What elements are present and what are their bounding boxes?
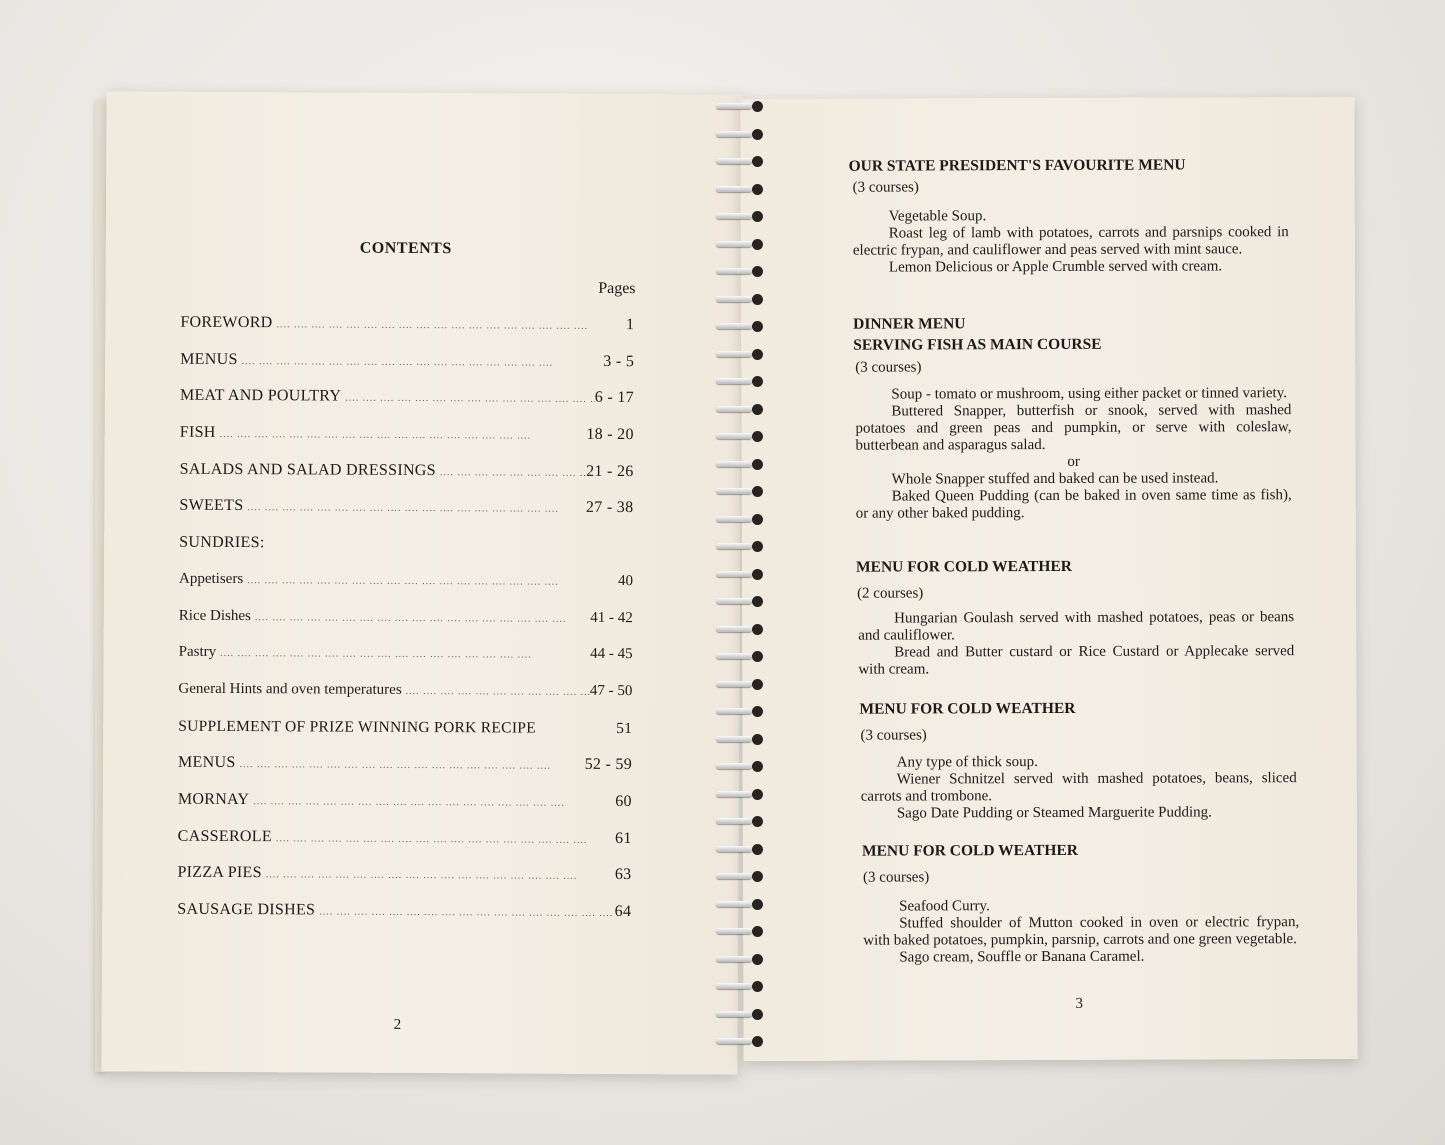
toc-entry: MENUS .... 52 - 59 — [178, 754, 632, 778]
pages-column-label: Pages — [598, 279, 636, 298]
toc-entry: SWEETS .... 27 - 38 — [179, 497, 633, 521]
toc-entry: MEAT AND POULTRY .... 6 - 17 — [180, 387, 634, 411]
spiral-coil — [714, 595, 766, 607]
section-heading: OUR STATE PRESIDENT'S FAVOURITE MENU — [848, 156, 1186, 175]
spiral-coil — [714, 293, 766, 305]
toc-entry: Pastry .... 44 - 45 — [179, 644, 633, 668]
spiral-coil — [714, 540, 766, 552]
toc-entry: FISH .... 18 - 20 — [180, 424, 634, 448]
section-heading: MENU FOR COLD WEATHER — [859, 699, 1076, 718]
courses-label: (3 courses) — [852, 179, 919, 196]
toc-entry: MENUS .... 3 - 5 — [180, 351, 634, 375]
spiral-coil — [714, 513, 766, 525]
menu-text: Soup - tomato or mushroom, using either packet or tinned variety. Buttered Snapper, butterfish or snook, served with mashed potatoes and green peas and pumpkin, or serve with coleslaw, butterbean and asparagus salad. or Whole Snapper stuffed and baked can be used instead. Baked Queen Pudding (can be baked in oven same time as fish), or any other baked pudding. — [855, 385, 1292, 522]
spiral-coil — [714, 430, 766, 442]
toc-entry: PIZZA PIES .... 63 — [177, 864, 631, 888]
menu-text: Hungarian Goulash served with mashed potatoes, peas or beans and cauliflower. Bread and Butter custard or Rice Custard or Applecake served with cream. — [858, 609, 1295, 678]
spiral-coil — [714, 650, 766, 662]
toc-entry: SUPPLEMENT OF PRIZE WINNING PORK RECIPE 51 — [178, 717, 633, 738]
left-page — [101, 91, 742, 1074]
spiral-coil — [714, 485, 766, 497]
spiral-coil — [714, 1008, 766, 1020]
spiral-coil — [714, 568, 766, 580]
spiral-coil — [714, 953, 766, 965]
toc-entry: FOREWORD .... 1 — [180, 314, 634, 338]
spiral-coil — [714, 870, 766, 882]
courses-label: (3 courses) — [860, 727, 927, 744]
spiral-coil — [714, 788, 766, 800]
spiral-coil — [714, 623, 766, 635]
page-number-left: 2 — [393, 1016, 402, 1033]
spiral-coil — [714, 458, 766, 470]
spiral-coil — [714, 843, 766, 855]
spiral-coil — [714, 733, 766, 745]
menu-text: Vegetable Soup. Roast leg of lamb with potatoes, carrots and parsnips cooked in electric frypan, and cauliflower and peas served with mint sauce. Lemon Delicious or Apple Crumble served with cream. — [852, 208, 1289, 276]
spiral-coil — [714, 925, 766, 937]
toc-entry: Rice Dishes .... 41 - 42 — [179, 608, 633, 632]
toc-entry: SALADS AND SALAD DRESSINGS .... 21 - 26 — [180, 461, 634, 485]
right-page — [740, 97, 1357, 1061]
spiral-coil — [714, 898, 766, 910]
section-heading: MENU FOR COLD WEATHER — [861, 841, 1078, 860]
spiral-coil — [714, 760, 766, 772]
toc-entry: SAUSAGE DISHES .... 64 — [177, 901, 631, 925]
section-heading: SERVING FISH AS MAIN COURSE — [853, 335, 1102, 354]
toc-entry: MORNAY .... 60 — [178, 791, 632, 815]
spiral-coil — [714, 265, 766, 277]
courses-label: (3 courses) — [855, 359, 922, 376]
spiral-coil — [714, 678, 766, 690]
spiral-coil — [714, 815, 766, 827]
toc-entry: CASSEROLE .... 61 — [178, 828, 632, 852]
spiral-coil — [714, 155, 766, 167]
spiral-coil — [714, 100, 766, 112]
section-heading: MENU FOR COLD WEATHER — [855, 557, 1073, 576]
spiral-coil — [714, 128, 766, 140]
courses-label: (3 courses) — [863, 869, 930, 886]
spiral-coil — [714, 403, 766, 415]
contents-title: CONTENTS — [359, 239, 452, 258]
toc-section-label: SUNDRIES: — [179, 533, 265, 552]
spiral-coil — [714, 210, 766, 222]
toc-entry: General Hints and oven temperatures .... 47 - 50 — [178, 681, 632, 705]
toc-entry: Appetisers .... 40 — [179, 571, 633, 595]
menu-text: Seafood Curry. Stuffed shoulder of Mutton cooked in oven or electric frypan, with baked potatoes, pumpkin, parsnip, carrots and one green vegetable. Sago cream, Souffle or Banana Caramel. — [863, 898, 1300, 966]
spiral-coil — [714, 375, 766, 387]
spiral-coil — [714, 183, 766, 195]
spiral-coil — [714, 1035, 766, 1047]
courses-label: (2 courses) — [857, 585, 924, 602]
section-heading: DINNER MENU — [853, 315, 966, 333]
spiral-coil — [714, 980, 766, 992]
menu-text: Any type of thick soup. Wiener Schnitzel served with mashed potatoes, beans, sliced carrots and trombone. Sago Date Pudding or Steamed Marguerite Pudding. — [860, 754, 1297, 822]
spiral-coil — [714, 238, 766, 250]
page-number-right: 3 — [1075, 995, 1084, 1012]
spiral-coil — [714, 705, 766, 717]
spiral-coil — [714, 320, 766, 332]
spiral-coil — [714, 348, 766, 360]
